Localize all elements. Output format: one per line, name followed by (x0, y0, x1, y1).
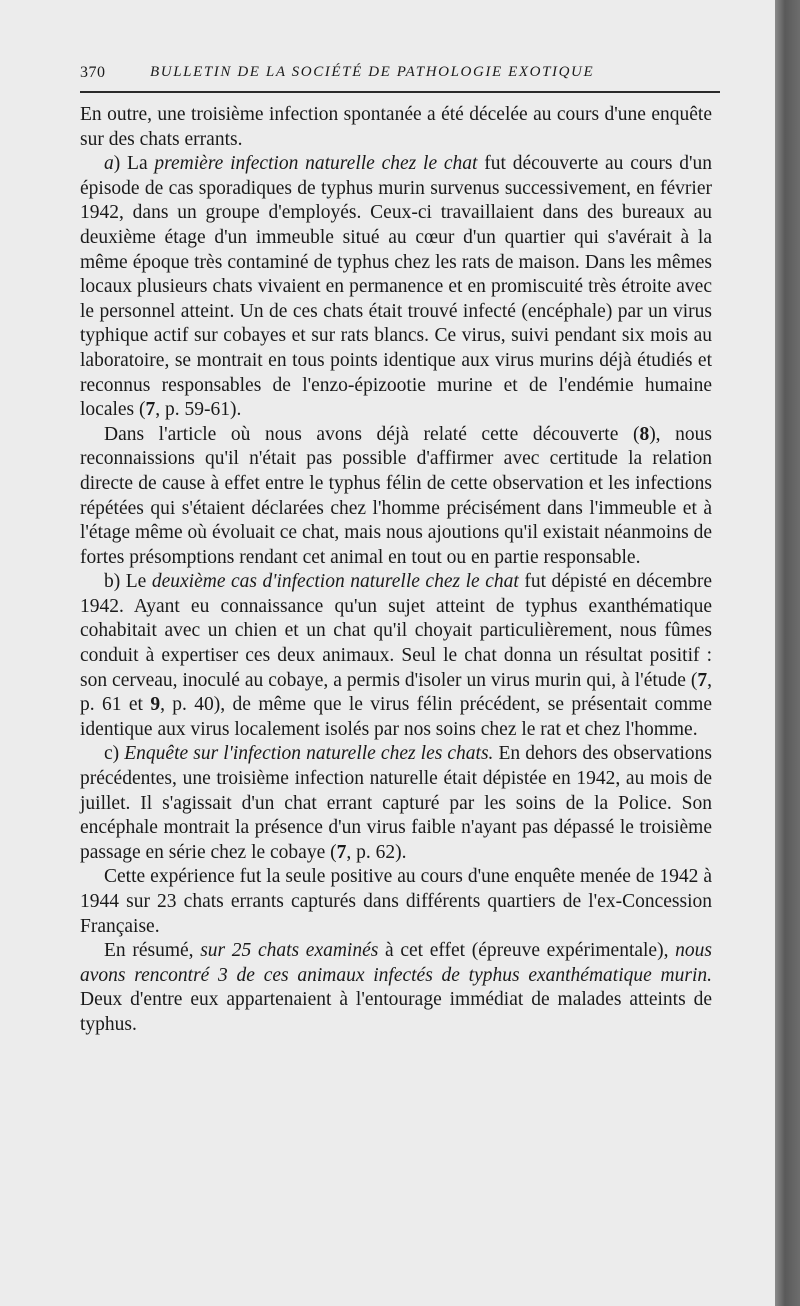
text-segment: fut découverte au cours d'un épisode de cas sporadiques de typhus murin survenus successivement, en février 1942, dans un groupe d'employés. Ceux-ci travaillaient dans des bureaux au deuxième étage d'un immeuble situé au cœur d'un quartier qui s'avérait à la même époque très contaminé de typhus chez les rats de maison. Dans les mêmes locaux plusieurs chats vivaient en permanence et en promiscuité très étroite avec le personnel atteint. Un de ces chats était trouvé infecté (encéphale) par un virus typhique actif sur cobayes et sur rats blancs. Ce virus, suivi pendant six mois au laboratoire, se montrait en tous points identique aux virus murins déjà étudiés et reconnus responsables de l'enzo-épizootie murine et de l'endémie humaine locales ( (80, 153, 712, 421)
paragraph (80, 152, 712, 423)
text-segment: ), nous reconnaissions qu'il n'était pas possible d'affirmer avec certitude la relation directe de cause à effet entre le typhus félin de cette observation et les infections répétées qui s'étaient déclarées chez l'homme précisément dans l'immeuble et à l'étage même où évoluait ce chat, mais nous ajoutions qu'il existait néanmoins de fortes présomptions rendant cet animal en tout ou en partie responsable. (80, 423, 712, 568)
text-segment: 8 (639, 423, 650, 445)
text-segment: ) La (113, 153, 155, 175)
text-segment: nous avons rencontré 3 de ces animaux infectés de typhus exanthématique murin. (80, 940, 712, 986)
text-segment: 7 (336, 841, 347, 863)
paragraph (80, 103, 712, 152)
text-segment: , p. 62). (346, 841, 407, 863)
text-segment: 9 (150, 694, 161, 716)
paragraph (80, 570, 712, 742)
text-segment: c) (104, 743, 125, 765)
text-segment: Cette expérience fut la seule positive au cours d'une enquête menée de 1942 à 1944 sur 23 chats errants capturés dans différents quartiers de l'ex-Concession Française. (80, 866, 712, 937)
text-segment: première infection naturelle chez le chat (154, 153, 478, 175)
text-segment: 7 (697, 669, 708, 691)
text-segment: sur 25 chats examinés (200, 940, 379, 962)
text-segment: Enquête sur l'infection naturelle chez les chats. (124, 743, 494, 765)
text-segment: fut dépisté en décembre 1942. Ayant eu connaissance qu'un sujet atteint de typhus exanthématique cohabitait avec un chien et un chat qu'il choyait particulièrement, nous fûmes conduit à expertiser ces deux animaux. Seul le chat donna un résultat positif : son cerveau, inoculé au cobaye, a permis d'isoler un virus murin qui, à l'étude ( (80, 571, 712, 691)
text-segment: 7 (145, 399, 156, 421)
page-number: 370 (80, 64, 106, 81)
text-segment: à cet effet (épreuve expérimentale), (378, 940, 676, 962)
running-title: BULLETIN DE LA SOCIÉTÉ DE PATHOLOGIE EXOTIQUE (150, 64, 595, 80)
text-segment: , p. 61 et (80, 669, 712, 716)
text-segment: Deux d'entre eux appartenaient à l'entourage immédiat de malades atteints de typhus. (80, 989, 712, 1035)
paragraph (80, 939, 712, 1037)
text-segment: En résumé, (104, 940, 201, 962)
text-segment: , p. 59-61). (155, 399, 242, 421)
text-segment: , p. 40), de même que le virus félin précédent, se présentait comme identique aux virus localement isolés par nos soins chez le rat et chez l'homme. (80, 694, 712, 740)
text-segment: En dehors des observations précédentes, une troisième infection naturelle était dépistée en 1942, au mois de juillet. Il s'agissait d'un chat errant capturé par les soins de la Police. Son encéphale montrait la présence d'un virus faible n'ayant pas dépassé le troisième passage en série chez le cobaye ( (80, 743, 712, 863)
running-header (80, 62, 720, 88)
paragraph (80, 423, 712, 571)
text-segment: Dans l'article où nous avons déjà relaté cette découverte ( (104, 423, 640, 445)
text-segment: a (104, 153, 114, 175)
paragraph (80, 865, 712, 939)
text-segment: deuxième cas d'infection naturelle chez le chat (151, 571, 519, 593)
header-rule (80, 91, 720, 93)
paragraph (80, 742, 712, 865)
page-edge-shadow (775, 0, 800, 1306)
text-segment: En outre, une troisième infection spontanée a été décelée au cours d'une enquête sur des chats errants. (80, 104, 712, 150)
body-text (80, 103, 712, 1038)
text-segment: b) Le (104, 571, 152, 593)
